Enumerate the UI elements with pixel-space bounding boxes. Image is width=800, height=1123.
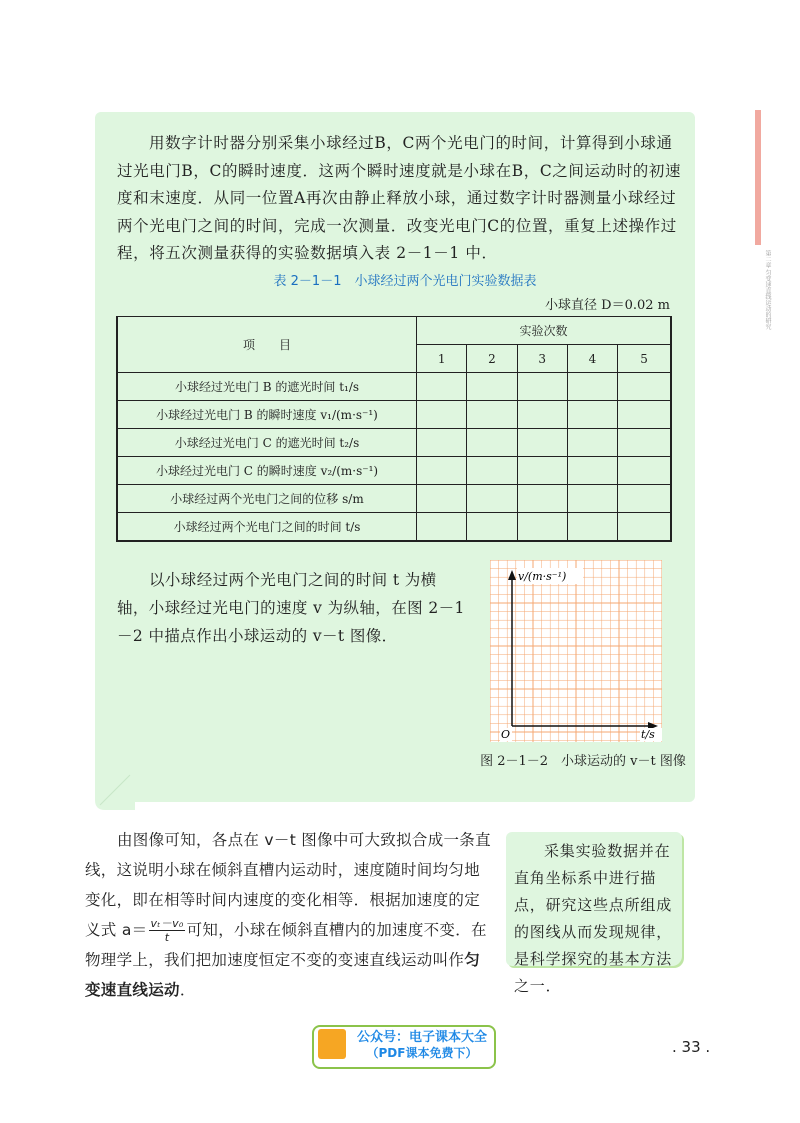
row-label: 小球经过两个光电门之间的时间 t/s	[117, 513, 417, 542]
row-label: 小球经过光电门 C 的瞬时速度 v₂/(m·s⁻¹)	[117, 457, 417, 485]
data-cell	[618, 401, 671, 429]
data-cell	[417, 429, 467, 457]
data-cell	[467, 485, 517, 513]
acceleration-fraction	[149, 917, 184, 944]
row-label: 小球经过光电门 C 的遮光时间 t₂/s	[117, 429, 417, 457]
data-cell	[567, 457, 617, 485]
data-cell	[417, 401, 467, 429]
table-row	[117, 485, 671, 513]
row-label: 小球经过光电门 B 的瞬时速度 v₁/(m·s⁻¹)	[117, 401, 417, 429]
trial-number: 5	[618, 345, 671, 373]
side-note-text: 采集实验数据并在直角坐标系中进行描点，研究这些点所组成的图线从而发现规律，是科学探究的基本方法之一．	[514, 842, 673, 995]
data-table	[116, 316, 672, 542]
data-cell	[467, 401, 517, 429]
conclusion-text-a: 由图像可知，各点在 v－t 图像中可大致拟合成一条直线，这说明小球在倾斜直槽内运动时，速度随时间均匀地变化，即在相等时间内速度的变化相等．根据加速度的定义式 a＝	[85, 831, 491, 939]
origin-label: O	[501, 728, 511, 741]
data-cell	[618, 373, 671, 401]
data-cell	[517, 373, 567, 401]
stamp-line2: （PDF课本免费下）	[366, 1046, 478, 1060]
table-row	[117, 401, 671, 429]
vt-graph	[490, 560, 662, 742]
data-cell	[618, 457, 671, 485]
trial-number: 4	[567, 345, 617, 373]
item-header: 项 目	[117, 317, 417, 373]
graph-paper	[490, 560, 662, 742]
data-cell	[417, 373, 467, 401]
data-cell	[618, 429, 671, 457]
page-number: . 33 .	[672, 1038, 711, 1056]
table-note: 小球直径 D＝0.02 m	[545, 298, 670, 313]
data-cell	[417, 485, 467, 513]
conclusion-text-end: ．	[179, 981, 196, 999]
fraction-denominator: t	[164, 931, 170, 944]
data-cell	[517, 429, 567, 457]
data-cell	[567, 429, 617, 457]
trial-number: 1	[417, 345, 467, 373]
side-chapter-text: 第二章 匀变速直线运动的研究	[764, 250, 771, 330]
trial-number: 3	[517, 345, 567, 373]
table-row	[117, 429, 671, 457]
graph-instruction-paragraph: 以小球经过两个光电门之间的时间 t 为横轴，小球经过光电门的速度 v 为纵轴，在图 2－1－2 中描点作出小球运动的 v－t 图像．	[117, 571, 465, 645]
data-cell	[567, 485, 617, 513]
table-row	[117, 513, 671, 542]
y-axis-label: v/(m·s⁻¹)	[518, 570, 567, 583]
procedure-paragraph: 用数字计时器分别采集小球经过B，C两个光电门的时间，计算得到小球通过光电门B，C的瞬时速度．这两个瞬时速度就是小球在B，C之间运动时的初速度和末速度．从同一位置A再次由静止释放小球，通过数字计时器测量小球经过两个光电门之间的时间，完成一次测量．改变光电门C的位置，重复上述操作过程，将五次测量获得的实验数据填入表 2－1－1 中．	[117, 134, 682, 262]
data-cell	[467, 457, 517, 485]
figure-caption: 图 2－1－2 小球运动的 v－t 图像	[480, 754, 686, 769]
data-cell	[417, 457, 467, 485]
trial-number: 2	[467, 345, 517, 373]
book-icon	[318, 1029, 346, 1059]
stamp-line1: 公众号：电子课本大全	[356, 1030, 487, 1045]
data-cell	[467, 373, 517, 401]
data-cell	[517, 485, 567, 513]
row-label: 小球经过光电门 B 的遮光时间 t₁/s	[117, 373, 417, 401]
data-cell	[618, 513, 671, 542]
data-cell	[517, 513, 567, 542]
table-row	[117, 373, 671, 401]
data-cell	[467, 513, 517, 542]
data-cell	[618, 485, 671, 513]
data-cell	[417, 513, 467, 542]
key-term: 匀变速直线运动	[85, 951, 481, 999]
fraction-numerator: vₜ－v₀	[150, 917, 184, 930]
conclusion-text-b: 可知，小球在倾斜直槽内的加速度不变．在物理学上，我们把加速度恒定不变的变速直线运动叫作	[85, 921, 487, 969]
table-row	[117, 457, 671, 485]
table-title: 表 2－1－1 小球经过两个光电门实验数据表	[273, 274, 537, 289]
side-color-strip	[755, 110, 761, 245]
data-cell	[517, 401, 567, 429]
trials-header: 实验次数	[417, 317, 672, 345]
conclusion-paragraph	[85, 825, 493, 1005]
page-fold-decoration	[95, 770, 135, 810]
data-cell	[567, 401, 617, 429]
data-cell	[517, 457, 567, 485]
x-axis-label: t/s	[641, 728, 655, 741]
data-cell	[567, 513, 617, 542]
data-cell	[467, 429, 517, 457]
data-cell	[567, 373, 617, 401]
row-label: 小球经过两个光电门之间的位移 s/m	[117, 485, 417, 513]
